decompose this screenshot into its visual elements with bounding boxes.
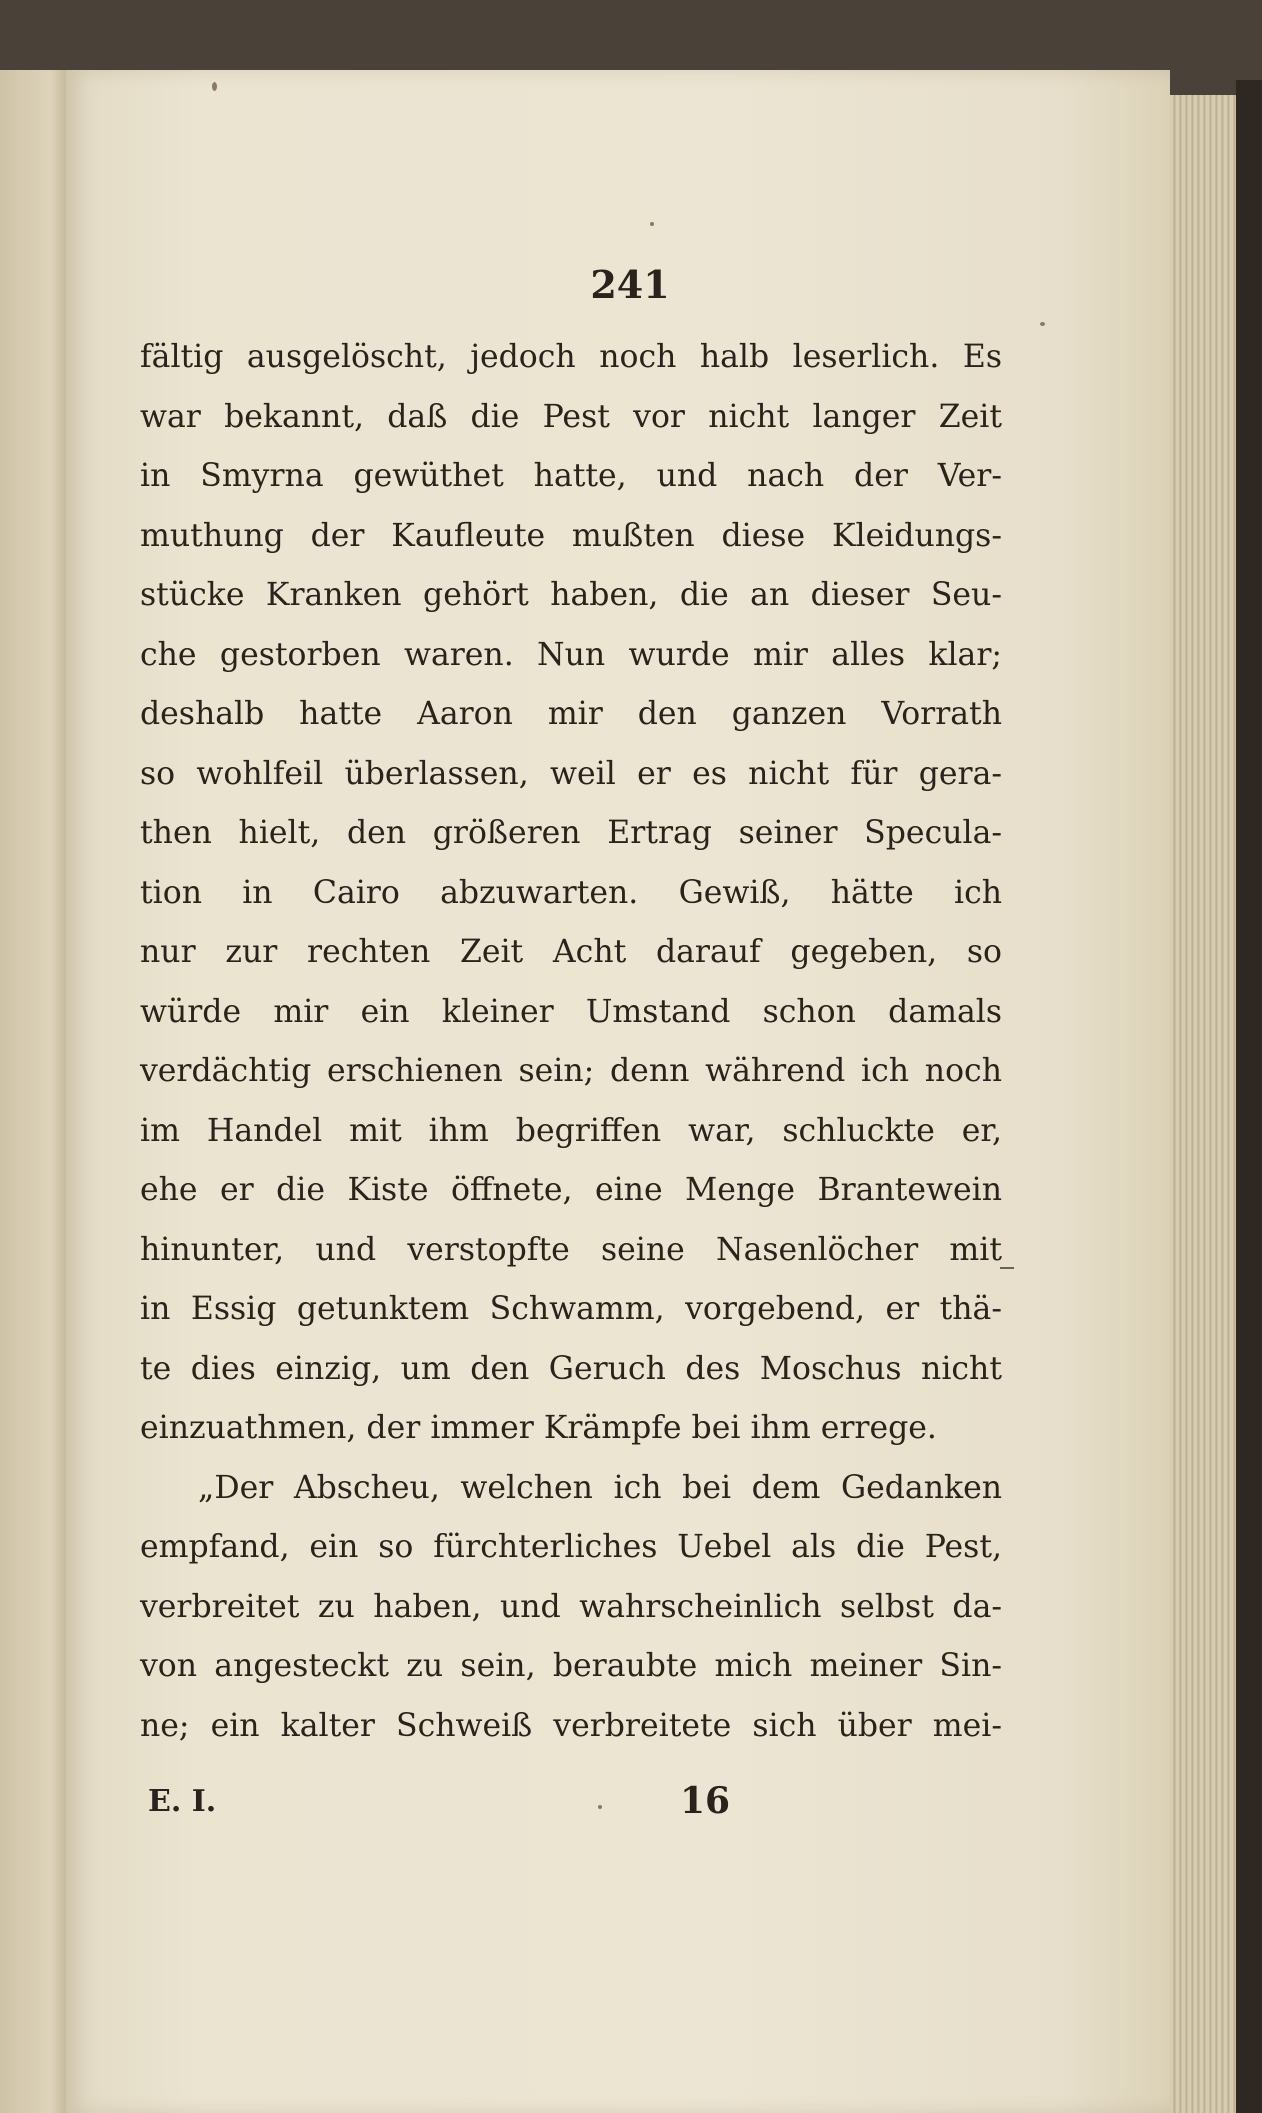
page-fore-edge xyxy=(1170,95,1240,2113)
text-line: so wohlfeil überlassen, weil er es nicht für gera- xyxy=(140,755,1002,792)
text-line: che gestorben waren. Nun wurde mir alles klar; xyxy=(140,636,1002,673)
text-line: verdächtig erschienen sein; denn während ich noch xyxy=(140,1053,1002,1089)
text-line: in Essig getunktem Schwamm, vorgebend, er thä- xyxy=(140,1291,1002,1327)
text-line: einzuathmen, der immer Krämpfe bei ihm errege. xyxy=(140,1410,937,1446)
page-number: 241 xyxy=(590,262,670,307)
text-line: then hielt, den größeren Ertrag seiner Specula- xyxy=(140,815,1002,851)
text-line: von angesteckt zu sein, beraubte mich meiner Sin- xyxy=(140,1648,1002,1684)
text-line: in Smyrna gewüthet hatte, und nach der Ver- xyxy=(140,458,1002,494)
text-line: nur zur rechten Zeit Acht darauf gegeben, so xyxy=(140,934,1002,970)
text-line: muthung der Kaufleute mußten diese Kleidungs- xyxy=(140,517,1002,554)
text-line: hinunter, und verstopfte seine Nasenlöcher mit xyxy=(140,1231,1002,1268)
text-line: verbreitet zu haben, und wahrscheinlich selbst da- xyxy=(140,1588,1002,1625)
text-line: würde mir ein kleiner Umstand schon damals xyxy=(140,993,1002,1030)
cover-board-edge xyxy=(1236,80,1262,2113)
body-text xyxy=(140,328,1002,1756)
text-line: war bekannt, daß die Pest vor nicht langer Zeit xyxy=(140,398,1002,435)
text-line: te dies einzig, um den Geruch des Moschus nicht xyxy=(140,1350,1002,1387)
paper-speck xyxy=(598,1805,602,1809)
signature-mark: E. I. xyxy=(148,1784,217,1819)
text-line: ehe er die Kiste öffnete, eine Menge Brantewein xyxy=(140,1172,1002,1208)
text-line: ne; ein kalter Schweiß verbreitete sich über mei- xyxy=(140,1707,1002,1744)
text-line: tion in Cairo abzuwarten. Gewiß, hätte ich xyxy=(140,874,1002,911)
text-line: deshalb hatte Aaron mir den ganzen Vorrath xyxy=(140,696,1002,732)
margin-mark xyxy=(1000,1267,1014,1269)
sheet-number: 16 xyxy=(680,1780,731,1822)
paper-speck xyxy=(650,222,654,226)
text-line: „Der Abscheu, welchen ich bei dem Gedanken xyxy=(198,1469,1002,1506)
paper-speck xyxy=(1040,322,1045,326)
text-line: empfand, ein so fürchterliches Uebel als die Pest, xyxy=(140,1529,1002,1565)
paper-speck xyxy=(212,82,217,91)
text-line: im Handel mit ihm begriffen war, schluckte er, xyxy=(140,1112,1002,1149)
text-line: stücke Kranken gehört haben, die an dieser Seu- xyxy=(140,577,1002,613)
previous-page-edge xyxy=(0,70,72,2113)
text-line: fältig ausgelöscht, jedoch noch halb leserlich. Es xyxy=(140,339,1002,375)
